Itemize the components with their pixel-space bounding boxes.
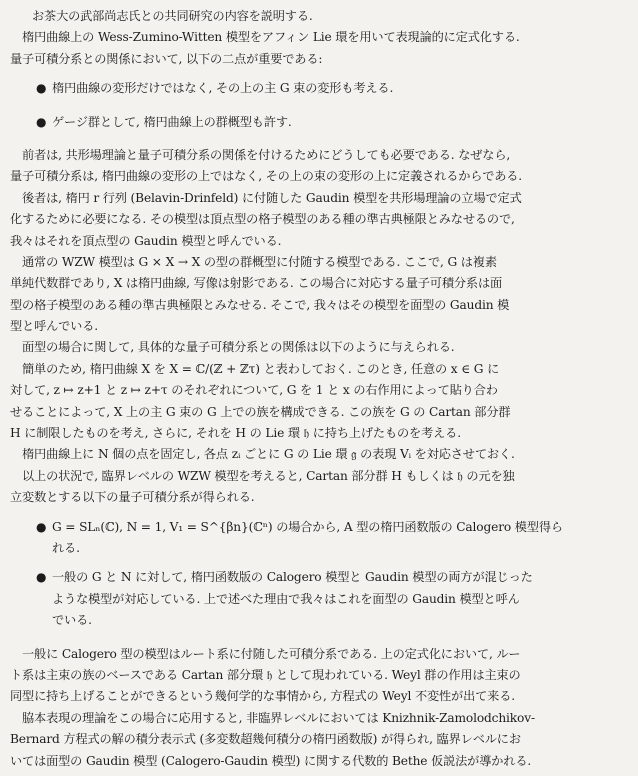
bullet-item xyxy=(10,567,628,588)
bullet-continuation: ような模型が対応している. 上で述べた理由で我々はこれを面型の Gaudin 模型と呼ん xyxy=(52,591,520,606)
paragraph-line: 量子可積分系は, 楕円曲線の変形の上ではなく, その上の束の変形の上に定義されるからである. xyxy=(10,169,523,184)
paragraph-line: 単純代数群であり, X は楕円曲線, 写像は射影である. この場合に対応する量子可積分系は面 xyxy=(10,276,503,291)
paragraph-line: 我々はそれを頂点型の Gaudin 模型と呼んでいる. xyxy=(10,233,282,248)
paragraph-line: 型の格子模型のある種の準古典極限とみなせる. そこで, 我々はその模型を面型の Gaudin 模 xyxy=(10,297,510,312)
paragraph-line: 同型に持ち上げることができるという幾何学的な事情から, 方程式の Weyl 不変性が出て来る. xyxy=(10,689,515,704)
bullet-text: G = SLₙ(ℂ), N = 1, V₁ = S^{βn}(ℂⁿ) の場合から, A 型の楕円函数版の Calogero 模型得ら xyxy=(52,519,563,534)
paragraph-line: 簡単のため, 楕円曲線 X を X = ℂ/(ℤ + ℤτ) と表わしておく. このとき, 任意の x ∈ G に xyxy=(22,361,500,376)
bullet-text: 楕円曲線の変形だけではなく, その上の主 G 束の変形も考える. xyxy=(52,81,394,96)
paragraph-line: 前者は, 共形場理論と量子可積分系の関係を付けるためにどうしても必要である. なぜなら, xyxy=(22,147,511,162)
intro-line: 楕円曲線上の Wess-Zumino-Witten 模型をアフィン Lie 環を用いて表現論的に定式化する. xyxy=(22,30,520,45)
paragraph-line: いては面型の Gaudin 模型 (Calogero-Gaudin 模型) に関する代数的 Bethe 仮説法が導かれる. xyxy=(10,753,532,768)
bullet-text: ゲージ群として, 楕円曲線上の群概型も許す. xyxy=(52,114,292,129)
paragraph-line: 通常の WZW 模型は G × X → X の型の群概型に付随する模型である. ここで, G は複素 xyxy=(22,254,497,269)
paragraph-line: 以上の状況で, 臨界レベルの WZW 模型を考えると, Cartan 部分群 H もしくは 𝔥 の元を独 xyxy=(22,468,515,483)
bullet-item xyxy=(10,517,628,538)
paragraph-line: ト系は主束の族のベースである Cartan 部分環 𝔥 として現われている. Weyl 群の作用は主束の xyxy=(10,667,521,682)
paragraph-line: 後者は, 楕円 r 行列 (Belavin-Drinfeld) に付随した Gaudin 模型を共形場理論の立場で定式 xyxy=(22,190,522,205)
paragraph-line: H に制限したものを考え, さらに, それを H の Lie 環 𝔥 に持ち上げたものを考える. xyxy=(10,426,461,441)
paragraph-line: 面型の場合に関して, 具体的な量子可積分系との関係は以下のように与えられる. xyxy=(22,340,455,355)
paragraph-line: 楕円曲線上に N 個の点を固定し, 各点 zᵢ ごとに G の Lie 環 𝔤 の表現 Vᵢ を対応させておく. xyxy=(22,447,515,462)
bullet-item xyxy=(10,112,628,133)
intro-line: 量子可積分系との関係において, 以下の二点が重要である: xyxy=(10,51,323,66)
paragraph-line: 立変数とする以下の量子可積分系が得られる. xyxy=(10,490,255,505)
bullet-icon: ● xyxy=(36,81,47,96)
intro-line: お茶大の武部尚志氏との共同研究の内容を説明する. xyxy=(32,9,313,23)
paragraph-line: 一般に Calogero 型の模型はルート系に付随した可積分系である. 上の定式化において, ルー xyxy=(22,646,521,661)
bullet-item xyxy=(10,78,628,99)
bullet-icon: ● xyxy=(36,114,47,129)
paragraph-line: 化するために必要になる. その模型は頂点型の格子模型のある種の準古典極限とみなせるので, xyxy=(10,212,515,227)
bullet-continuation: でいる. xyxy=(52,613,92,628)
paragraph-line: Bernard 方程式の解の積分表示式 (多変数超幾何積分の楕円函数版) が得られ, 臨界レベルにお xyxy=(10,732,521,747)
paragraph-line: せることによって, X 上の主 G 束の G 上での族を構成できる. この族を G の Cartan 部分群 xyxy=(10,404,511,419)
bullet-icon: ● xyxy=(36,570,47,585)
paragraph-line: 脇本表現の理論をこの場合に応用すると, 非臨界レベルにおいては Knizhnik-Zamolodchikov- xyxy=(22,710,535,725)
paragraph-line: 型と呼んでいる. xyxy=(10,319,98,334)
bullet-text: 一般の G と N に対して, 楕円函数版の Calogero 模型と Gaudin 模型の両方が混じった xyxy=(52,570,533,585)
bullet-continuation: れる. xyxy=(52,540,80,555)
paragraph-line: 対して, z ↦ z+1 と z ↦ z+τ のそれぞれについて, G を 1 と x の右作用によって貼り合わ xyxy=(10,383,498,398)
bullet-icon: ● xyxy=(36,519,47,534)
